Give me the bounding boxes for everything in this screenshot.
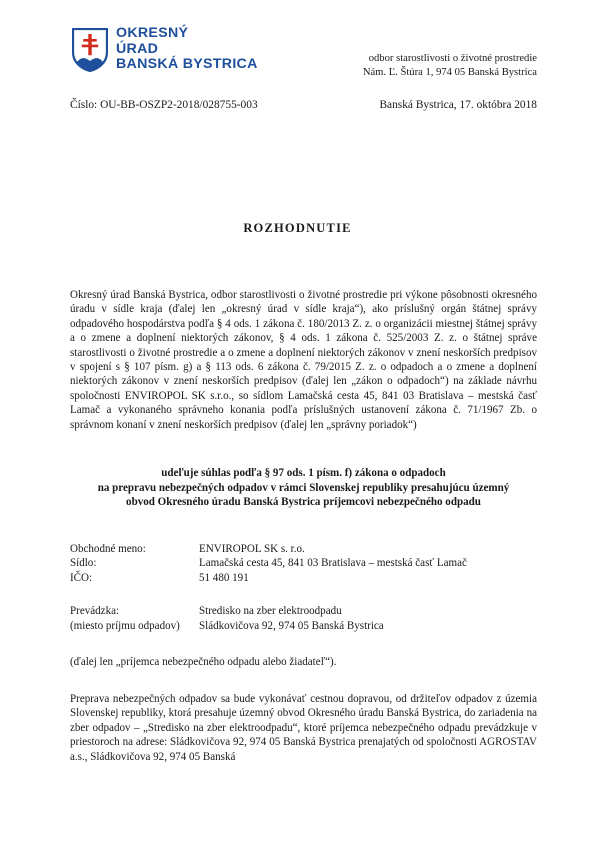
company-seat-value: Lamačská cesta 45, 841 03 Bratislava – mestská časť Lamač (199, 557, 467, 570)
company-name-label: Obchodné meno: (70, 543, 146, 555)
receipt-location-label: (miesto príjmu odpadov) (70, 619, 180, 632)
company-info (70, 542, 467, 633)
company-ico-value: 51 480 191 (199, 571, 249, 584)
reference-row (70, 99, 537, 111)
intro-paragraph: Okresný úrad Banská Bystrica, odbor starostlivosti o životné prostredie pri výkone pôsobnosti okresného úradu v sídle kraja (ďalej len „okresný úrad v sídle kraja“), ako príslušný orgán štátnej správy odpadového hospodárstva podľa § 4 ods. 1 zákona č. 180/2013 Z. z. o organizácii miestnej štátnej správy a o zmene a doplnení niektorých zákonov, § 4 ods. 1 zákona č. 525/2003 Z. z. o štátnej správe starostlivosti o životné prostredie a o zmene a doplnení niektorých zákonov v znení neskorších predpisov v spojení s § 107 písm. g) a § 113 ods. 6 zákona č. 79/2015 Z. z. o odpadoch a o zmene a doplnení niektorých zákonov v znení neskorších predpisov (ďalej len „zákon o odpadoch“) na základe návrhu spoločnosti ENVIROPOL SK s.r.o., so sídlom Lamačská cesta 45, 841 03 Bratislava – mestská časť Lamač a vykonaného správneho konania podľa príslušných ustanovení zákona č. 71/1967 Zb. o správnom konaní v znení neskorších predpisov (ďalej len „správny poriadok“) (70, 289, 537, 431)
company-seat-label: Sídlo: (70, 557, 97, 570)
decision-statement (70, 466, 537, 510)
company-ico-row (70, 571, 467, 585)
facility-row (70, 604, 467, 618)
decision-line-1: udeľuje súhlas podľa § 97 ods. 1 písm. f) zákona o odpadoch (161, 467, 446, 479)
place-and-date: Banská Bystrica, 17. októbra 2018 (379, 99, 537, 111)
receipt-location-value: Sládkovičova 92, 974 05 Banská Bystrica (199, 619, 384, 632)
company-seat-row (70, 556, 467, 570)
company-name-value: ENVIROPOL SK s. r.o. (199, 543, 305, 555)
company-name-row (70, 542, 467, 556)
transport-paragraph: Preprava nebezpečných odpadov sa bude vykonávať cestnou dopravou, od držiteľov odpadov z územia Slovenskej republiky, ktorá presahuje územný obvod Okresného úradu Banská Bystrica, do zariadenia na zber odpadov – „Stredisko na zber elektroodpadu“, ktoré príjemca nebezpečného odpadu prevádzkuje v priestoroch na adrese: Sládkovičova 92, 974 05 Banská Bystrica prenajatých od spoločnosti AGROSTAV a.s., Sládkovičova 92, 974 05 Banská (70, 693, 537, 763)
facility-label: Prevádzka: (70, 605, 120, 618)
decision-line-3: obvod Okresného úradu Banská Bystrica príjemcovi nebezpečného odpadu (126, 496, 481, 509)
department-street: Nám. Ľ. Štúra 1, 974 05 Banská Bystrica (362, 66, 537, 78)
logo-line-1: OKRESNÝ (116, 25, 189, 41)
receipt-location-row (70, 619, 467, 633)
company-ico-label: IČO: (70, 571, 93, 584)
reference-number: Číslo: OU-BB-OSZP2-2018/028755-003 (70, 99, 258, 111)
decision-line-2: na prepravu nebezpečných odpadov v rámci Slovenskej republiky presahujúcu územný (97, 481, 510, 494)
document-title: ROZHODNUTIE (243, 221, 352, 235)
coat-of-arms-logo (72, 28, 108, 72)
office-logo-text (116, 26, 258, 73)
logo-line-3: BANSKÁ BYSTRICA (116, 56, 258, 72)
department-name: odbor starostlivosti o životné prostredie (368, 53, 537, 64)
department-address (363, 52, 537, 79)
recipient-note: (ďalej len „príjemca nebezpečného odpadu alebo žiadateľ“). (70, 656, 337, 668)
facility-value: Stredisko na zber elektroodpadu (199, 605, 342, 618)
logo-line-2: ÚRAD (116, 40, 159, 57)
